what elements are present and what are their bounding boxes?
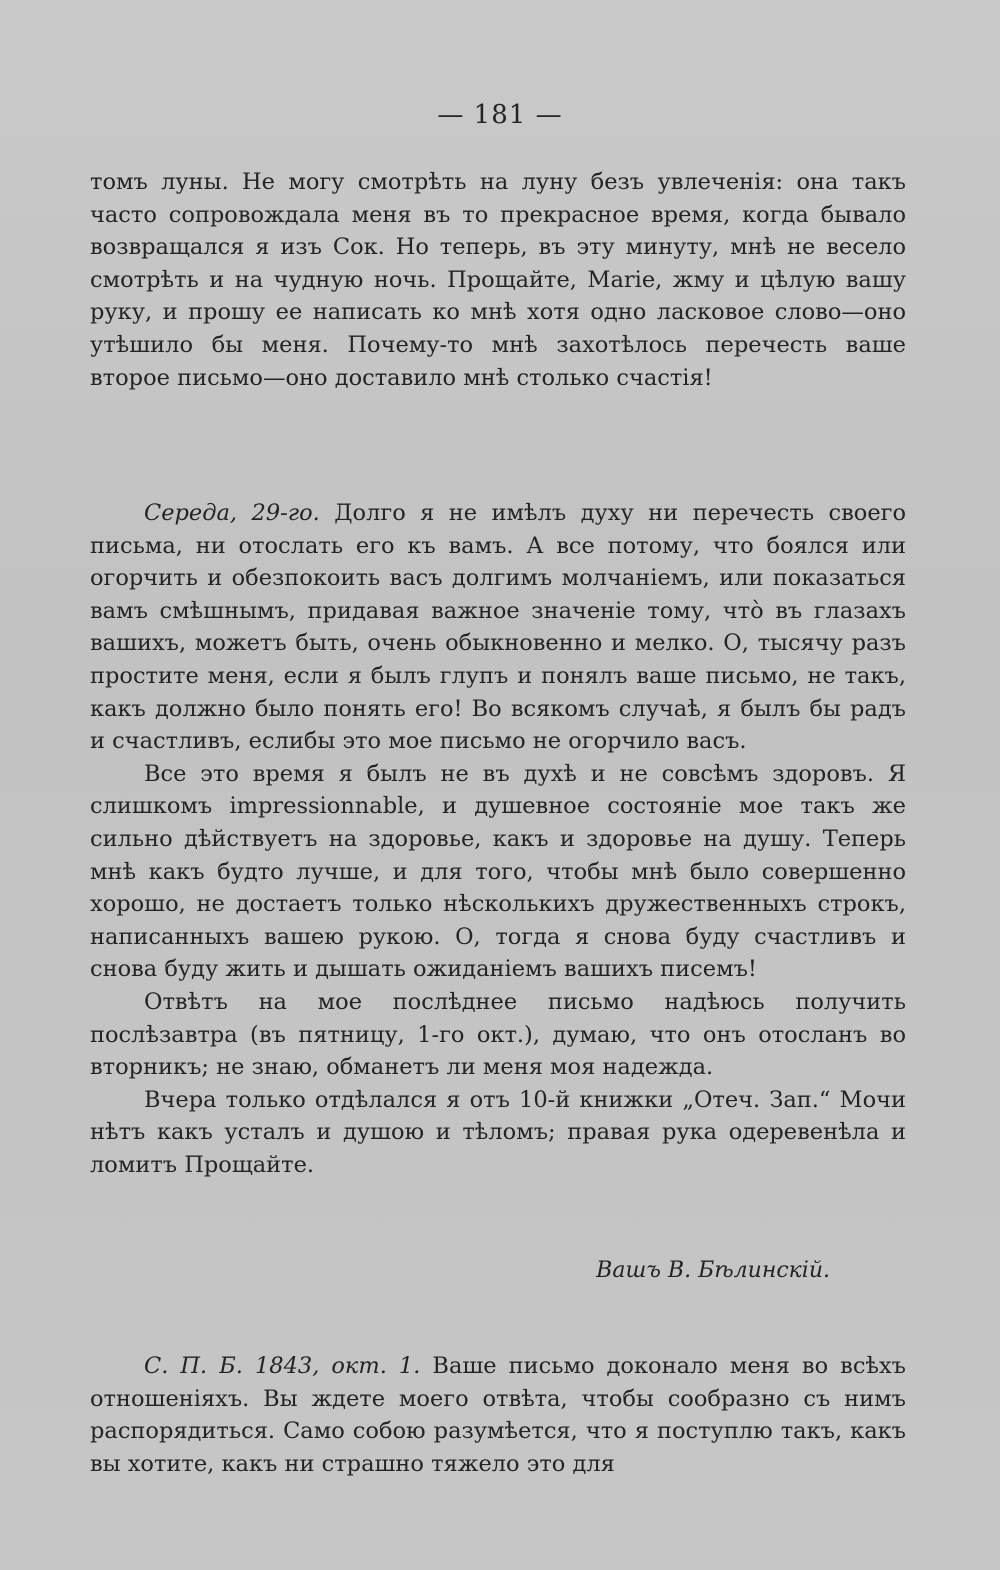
page-number: — 181 — bbox=[437, 100, 563, 130]
paragraph-dated bbox=[90, 1350, 906, 1480]
dateline: С. П. Б. 1843, окт. 1. bbox=[144, 1353, 421, 1379]
dateline: Середа, 29-го. bbox=[144, 500, 320, 526]
paragraph: Отвѣтъ на мое послѣднее письмо надѣюсь получить послѣзавтра (въ пятницу, 1-го окт.), думаю, что онъ отосланъ во вторникъ; не знаю, обманетъ ли меня моя надежда. bbox=[90, 988, 906, 1081]
paragraph: томъ луны. Не могу смотрѣть на луну безъ увлеченія: она такъ часто сопровождала меня въ то прекрасное время, когда бывало возвращался я изъ Сок. Но теперь, въ эту минуту, мнѣ не весело смотрѣть и на чудную ночь. Прощайте, Marie, жму и цѣлую вашу руку, и прошу ее написать ко мнѣ хотя одно ласковое слово—оно утѣшило бы меня. Почему-то мнѣ захотѣлось перечесть ваше второе письмо—оно доставило мнѣ столько счастія! bbox=[90, 169, 906, 391]
paragraph-dated bbox=[90, 497, 906, 758]
letter-entry-wednesday bbox=[90, 497, 906, 1181]
paragraph-text: Ваше письмо доконало меня во всѣхъ отношеніяхъ. Вы ждете моего отвѣта, чтобы сообразно съ нимъ распорядиться. Само собою разумѣется, что я поступлю такъ, какъ вы хотите, какъ ни страшно тяжело это для bbox=[90, 1353, 906, 1477]
letter-entry-october bbox=[90, 1350, 906, 1480]
paragraph: Вчера только отдѣлался я отъ 10-й книжки „Отеч. Зап.“ Мочи нѣтъ какъ усталъ и душою и тѣломъ; правая рука одеревенѣла и ломитъ Прощайте. bbox=[90, 1086, 906, 1178]
signature: Вашъ В. Бѣлинскій. bbox=[596, 1258, 830, 1283]
paragraph-text: Долго я не имѣлъ духу ни перечесть своего письма, ни отослать его къ вамъ. А все потому, что боялся или огорчить и обезпокоить васъ долгимъ молчаніемъ, или показаться вамъ смѣшнымъ, придавая важное значеніе тому, что̀ въ глазахъ вашихъ, можетъ быть, очень обыкновенно и мелко. О, тысячу разъ простите меня, если я былъ глупъ и понялъ ваше письмо, не такъ, какъ должно было понять его! Во всякомъ случаѣ, я былъ бы радъ и счастливъ, еслибы это мое письмо не огорчило васъ. bbox=[90, 500, 906, 755]
paragraph: Все это время я былъ не въ духѣ и не совсѣмъ здоровъ. Я слишкомъ impressionnable, и душевное состояніе мое такъ же сильно дѣйствуетъ на здоровье, какъ и здоровье на душу. Теперь мнѣ какъ будто лучше, и для того, чтобы мнѣ было совершенно хорошо, не достаетъ только нѣсколькихъ дружественныхъ строкъ, написанныхъ вашею рукою. О, тогда я снова буду счастливъ и снова буду жить и дышать ожиданіемъ вашихъ писемъ! bbox=[90, 760, 906, 983]
letter-continuation bbox=[90, 166, 906, 394]
